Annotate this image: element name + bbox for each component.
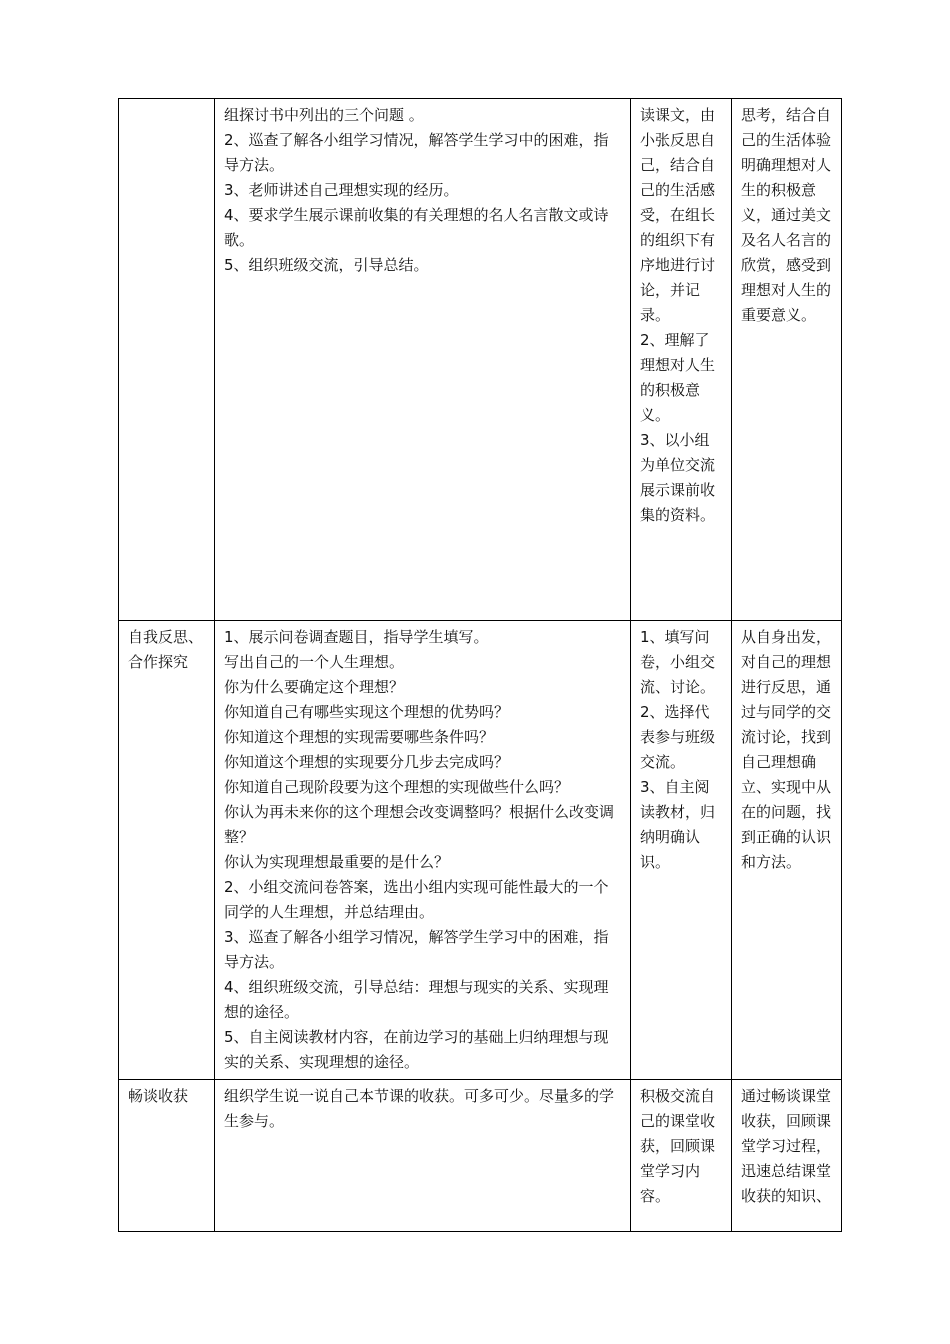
student-activity-cell <box>631 621 732 1080</box>
design-intent-cell <box>732 1080 842 1232</box>
stage-cell <box>119 99 215 621</box>
student-activity-cell <box>631 99 732 621</box>
teacher-line: 2、小组交流问卷答案，选出小组内实现可能性最大的一个同学的人生理想，并总结理由。 <box>224 878 609 921</box>
teacher-line: 你知道自己现阶段要为这个理想的实现做些什么吗？ <box>224 778 570 796</box>
teacher-line: 你为什么要确定这个理想？ <box>224 678 405 696</box>
teacher-line: 2、巡查了解各小组学习情况，解答学生学习中的困难，指导方法。 <box>224 131 609 174</box>
intent-line: 通过畅谈课堂收获，回顾课堂学习过程，迅速总结课堂收获的知识、 <box>741 1087 832 1205</box>
teacher-line: 5、自主阅读教材内容，在前边学习的基础上归纳理想与现实的关系、实现理想的途径。 <box>224 1028 609 1071</box>
teacher-line: 5、组织班级交流，引导总结。 <box>224 256 429 274</box>
design-intent-cell <box>732 99 842 621</box>
student-activity-cell <box>631 1080 732 1232</box>
teacher-activity-cell <box>215 99 631 621</box>
teacher-line: 3、老师讲述自己理想实现的经历。 <box>224 181 459 199</box>
stage-label: 畅谈收获 <box>128 1087 189 1105</box>
table-row <box>119 621 842 1080</box>
teacher-line: 3、巡查了解各小组学习情况，解答学生学习中的困难，指导方法。 <box>224 928 609 971</box>
stage-label: 自我反思、合作探究 <box>128 628 204 671</box>
student-line: 3、以小组为单位交流展示课前收集的资料。 <box>640 431 716 524</box>
teacher-line: 你知道自己有哪些实现这个理想的优势吗？ <box>224 703 510 721</box>
teacher-line: 4、要求学生展示课前收集的有关理想的名人名言散文或诗歌。 <box>224 206 609 249</box>
stage-cell <box>119 621 215 1080</box>
teacher-line: 你知道这个理想的实现需要哪些条件吗？ <box>224 728 495 746</box>
teacher-activity-cell <box>215 621 631 1080</box>
table-row <box>119 1080 842 1232</box>
teacher-line: 组探讨书中列出的三个问题 。 <box>224 106 424 124</box>
design-intent-cell <box>732 621 842 1080</box>
student-line: 积极交流自己的课堂收获，回顾课堂学习内容。 <box>640 1087 716 1205</box>
lesson-plan-table <box>118 98 842 1232</box>
intent-line: 从自身出发，对自己的理想进行反思，通过与同学的交流讨论，找到自己理想确立、实现中从在的问题，找到正确的认识和方法。 <box>741 628 832 871</box>
teacher-activity-cell <box>215 1080 631 1232</box>
table-row <box>119 99 842 621</box>
teacher-line: 你认为实现理想最重要的是什么？ <box>224 853 450 871</box>
teacher-line: 写出自己的一个人生理想。 <box>224 653 405 671</box>
student-line: 读课文，由小张反思自己，结合自己的生活感受，在组长的组织下有序地进行讨论，并记录。 <box>640 106 716 324</box>
student-line: 3、自主阅读教材，归纳明确认识。 <box>640 778 716 871</box>
teacher-line: 4、组织班级交流，引导总结：理想与现实的关系、实现理想的途径。 <box>224 978 609 1021</box>
stage-cell <box>119 1080 215 1232</box>
teacher-line: 1、展示问卷调查题目，指导学生填写。 <box>224 628 489 646</box>
intent-line: 思考，结合自己的生活体验明确理想对人生的积极意义，通过美文及名人名言的欣赏，感受到理想对人生的重要意义。 <box>741 106 832 324</box>
teacher-line: 你知道这个理想的实现要分几步去完成吗？ <box>224 753 510 771</box>
student-line: 2、理解了理想对人生的积极意义。 <box>640 331 716 424</box>
student-line: 1、填写问卷，小组交流、讨论。 <box>640 628 716 696</box>
teacher-line: 组织学生说一说自己本节课的收获。可多可少。尽量多的学生参与。 <box>224 1087 615 1130</box>
teacher-line: 你认为再未来你的这个理想会改变调整吗？根据什么改变调整？ <box>224 803 615 846</box>
student-line: 2、选择代表参与班级交流。 <box>640 703 716 771</box>
